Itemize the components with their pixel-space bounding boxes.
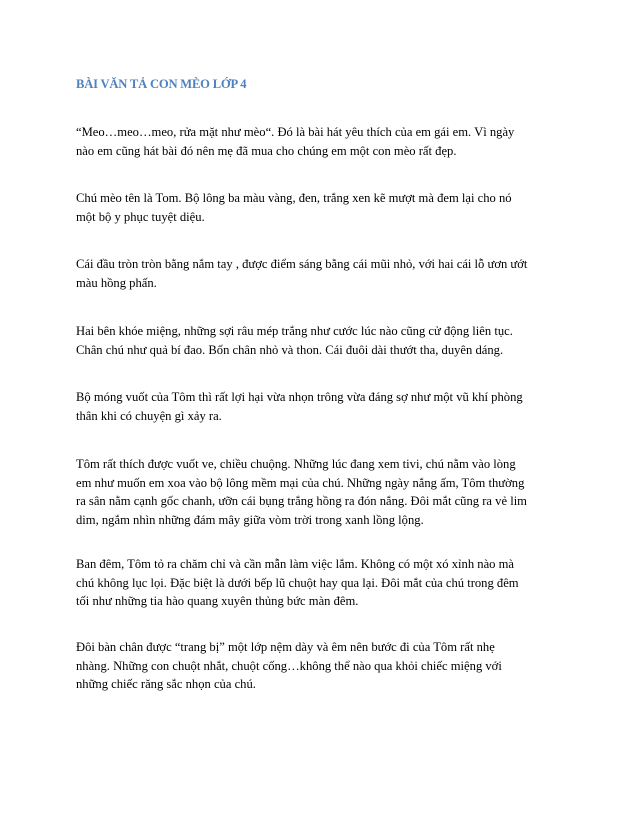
paragraph-line: dim, ngắm nhìn những đám mây giữa vòm trời trong xanh lồng lộng. [76,512,424,527]
paragraph-5 [76,388,576,425]
document-title: BÀI VĂN TẢ CON MÈO LỚP 4 [76,77,247,91]
paragraph-line: Hai bên khóe miệng, những sợi râu mép trắng như cước lúc nào cũng cử động liên tục. [76,324,513,338]
paragraph-line: chú không lục lọi. Đặc biệt là dưới bếp lũ chuột hay qua lại. Đôi mắt của chú trong đêm [76,575,519,590]
paragraph-line: Bộ móng vuốt của Tôm thì rất lợi hại vừa nhọn trông vừa đáng sợ như một vũ khí phòng [76,390,523,404]
paragraph-line: Cái đầu tròn tròn bằng nắm tay , được điểm sáng bằng cái mũi nhỏ, với hai cái lỗ ươn ướt [76,257,528,271]
paragraph-line: em như muốn em xoa vào bộ lông mềm mại của chú. Những ngày nắng ấm, Tôm thường [76,475,525,490]
paragraph-line: màu hồng phấn. [76,275,157,290]
paragraph-line: Chân chú như quả bí đao. Bốn chân nhỏ và thon. Cái đuôi dài thướt tha, duyên dáng. [76,342,504,357]
paragraph-line: “Meo…meo…meo, rửa mặt như mèo“. Đó là bài hát yêu thích của em gái em. Vì ngày [76,125,515,139]
paragraph-3 [76,255,576,292]
paragraph-line: thân khi có chuyện gì xảy ra. [76,408,222,423]
paragraph-line: Chú mèo tên là Tom. Bộ lông ba màu vàng, đen, trắng xen kẽ mượt mà đem lại cho nó [76,191,512,205]
paragraph-4 [76,322,576,359]
paragraph-line: ra sân nằm cạnh gốc chanh, ưỡn cái bụng trắng hồng ra đón nắng. Đôi mắt cũng ra vẻ lim [76,494,527,508]
paragraph-6 [76,455,576,529]
paragraph-line: tối như những tia hào quang xuyên thủng bức màn đêm. [76,594,359,608]
paragraph-line: những chiếc răng sắc nhọn của chú. [76,677,256,691]
paragraph-8 [76,638,576,694]
paragraph-line: nhàng. Những con chuột nhắt, chuột cống…không thể nào qua khỏi chiếc miệng với [76,658,502,673]
paragraph-line: Tôm rất thích được vuốt ve, chiều chuộng. Những lúc đang xem tivi, chú nằm vào lòng [76,457,516,471]
paragraph-line: Ban đêm, Tôm tỏ ra chăm chỉ và cần mẫn làm việc lắm. Không có một xó xỉnh nào mà [76,557,514,571]
paragraph-2 [76,189,576,226]
paragraph-line: Đôi bàn chân được “trang bị” một lớp nệm dày và êm nên bước đi của Tôm rất nhẹ [76,640,495,654]
paragraph-line: nào em cũng hát bài đó nên mẹ đã mua cho chúng em một con mèo rất đẹp. [76,143,457,158]
paragraph-1 [76,123,576,160]
paragraph-line: một bộ y phục tuyệt diệu. [76,209,205,224]
paragraph-7 [76,555,576,611]
